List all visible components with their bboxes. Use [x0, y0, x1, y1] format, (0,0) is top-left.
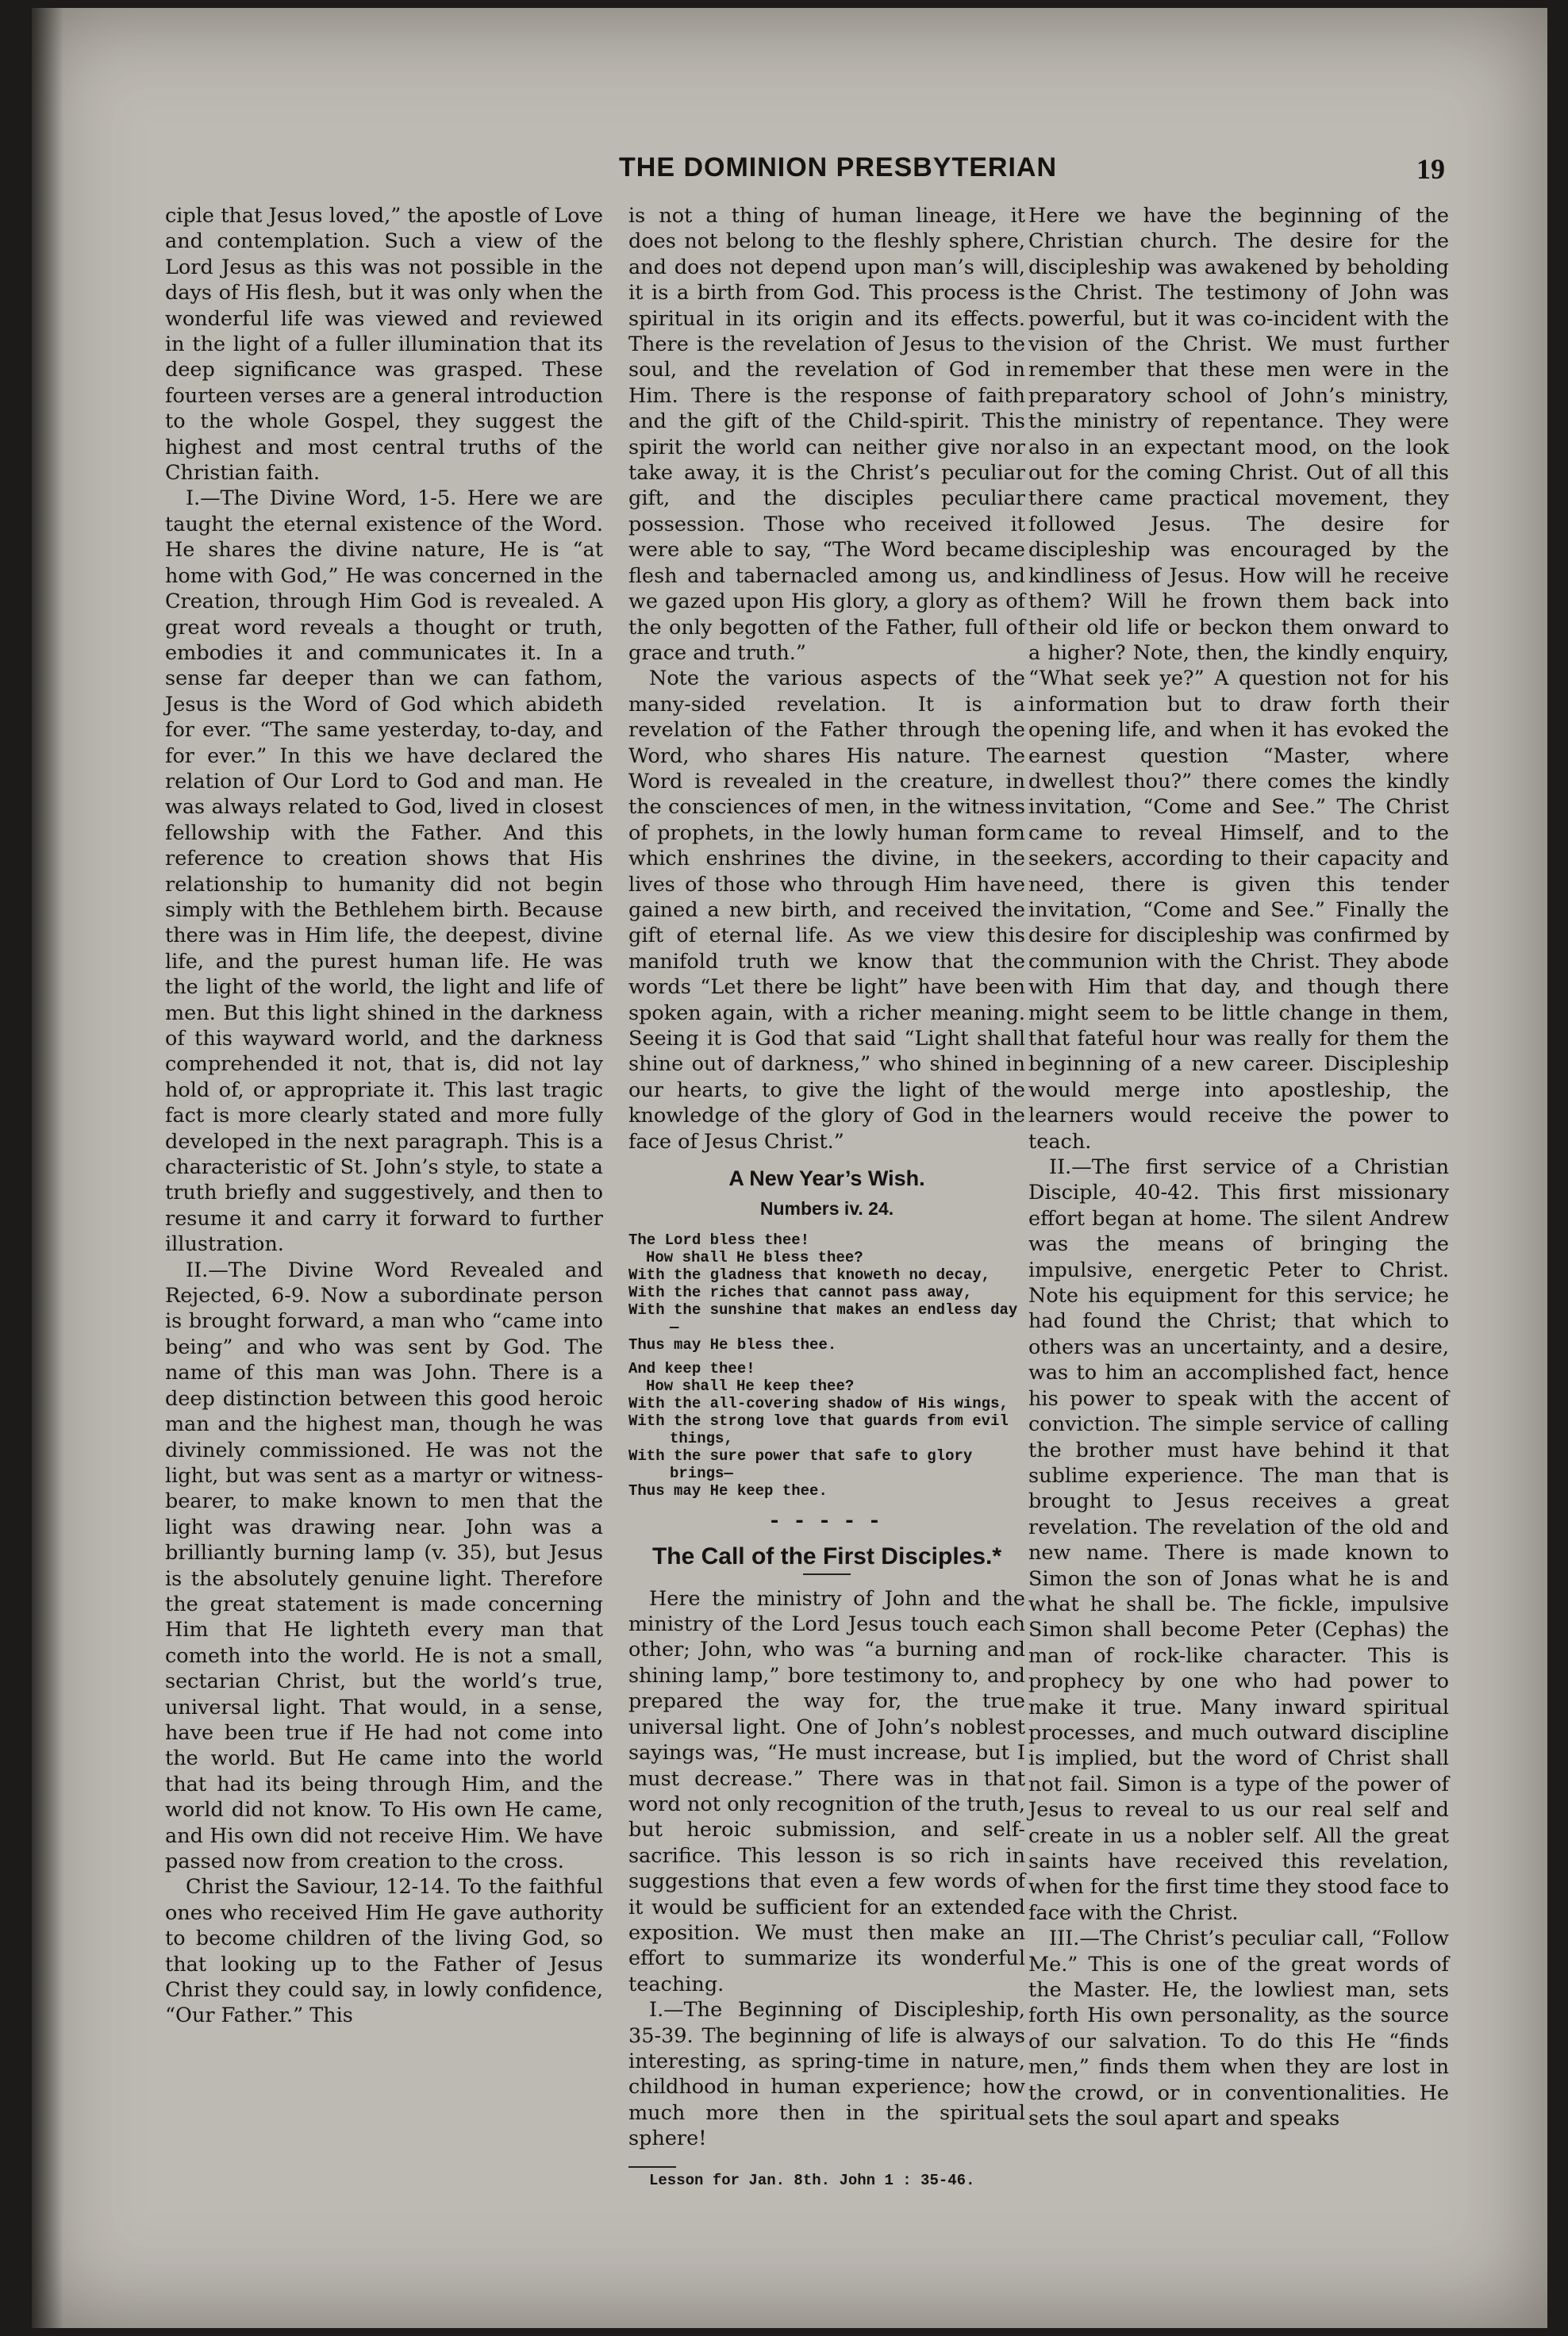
poem-stanza-1	[628, 1231, 1025, 1354]
paragraph: Here we have the beginning of the Christian church. The desire for the discipleship was awakened by beholding the Christ. The testimony of John was powerful, but it was co-incident with the vision of the Christ. We must further remember that these men were in the preparatory school of John’s ministry, the ministry of repentance. They were also in an expectant mood, on the look out for the coming Christ. Out of all this there came practical movement, they followed Jesus. The desire for discipleship was encouraged by the kindliness of Jesus. How will he receive them? Will he frown them back into their old life or beckon them onward to a higher? Note, then, the kindly enquiry, “What seek ye?” A question not for his information but to draw forth their opening life, and when it has evoked the earnest question “Master, where dwellest thou?” there comes the kindly invitation, “Come and See.” The Christ came to reveal Himself, and to the seekers, according to their capacity and need, there is given this tender invitation, “Come and See.” Finally the desire for discipleship was confirmed by communion with the Christ. They abode with Him that day, and though there might seem to be little change in them, that fateful hour was really for them the beginning of a new career. Discipleship would merge into apostleship, the learners would receive the power to teach.	[1028, 204, 1449, 1154]
paragraph: II.—The Divine Word Revealed and Rejected, 6-9. Now a subordinate person is brought forward, a man who “came into being” and who was sent by God. The name of this man was John. There is a deep distinction between this good heroic man and the highest man, though he was divinely commissioned. He was not the light, but was sent as a martyr or witness-bearer, to make known to men that the light was drawing near. John was a brilliantly burning lamp (v. 35), but Jesus is the absolutely genuine light. Therefore the great statement is made concerning Him that He lighteth every man that cometh into the world. He is not a small, sectarian Christ, but the world’s true, universal light. That would, in a sense, have been true if He had not come into the world. But He came into the world that had its being through Him, and the world did not know. To His own He came, and His own did not receive Him. We have passed now from creation to the cross.	[165, 1258, 603, 1873]
middle-column	[628, 203, 1025, 2193]
poem-line: With the gladness that knoweth no decay,	[628, 1266, 991, 1284]
poem-line: Thus may He bless thee.	[628, 1335, 837, 1354]
poem-stanza-2	[628, 1360, 1025, 1500]
paragraph: I.—The Divine Word, 1-5. Here we are taught the eternal existence of the Word. He shares the divine nature, He is “at home with God,” He was concerned in the Creation, through Him God is revealed. A great word reveals a thought or truth, embodies it and communicates it. In a sense far deeper than we can fathom, Jesus is the Word of God which abideth for ever. “The same yesterday, to-day, and for ever.” In this we have declared the relation of Our Lord to God and man. He was always related to God, lived in closest fellowship with the Father. And this reference to creation shows that His relationship to humanity did not begin simply with the Bethlehem birth. Because there was in Him life, the deepest, divine life, and the purest human life. He was the light of the world, the light and life of men. But this light shined in the darkness of this wayward world, and the darkness comprehended it not, that is, did not lay hold of, or appropriate it. This last tragic fact is more clearly stated and more fully developed in the next paragraph. This is a characteristic of St. John’s style, to state a truth briefly and suggestively, and then to resume it and carry it forward to further illustration.	[165, 486, 603, 1257]
left-column	[165, 203, 603, 2029]
footnote: Lesson for Jan. 8th. John 1 : 35-46.	[649, 2171, 975, 2189]
article-title: The Call of the First Disciples.*	[651, 1543, 1002, 1570]
paragraph: Christ the Saviour, 12-14. To the faithful ones who received Him He gave authority to become children of the living God, so that looking up to the Father of Jesus Christ they could say, in lowly confidence, “Our Father.” This	[165, 1875, 603, 2028]
paragraph: ciple that Jesus loved,” the apostle of Love and contemplation. Such a view of the Lord Jesus as this was not possible in the days of His flesh, but it was only when the wonderful life was viewed and reviewed in the light of a fuller illumination that its deep significance was grasped. These fourteen verses are a general introduction to the whole Gospel, they suggest the highest and most central truths of the Christian faith.	[165, 204, 603, 486]
poem-line: With the all-covering shadow of His wings,	[628, 1394, 1009, 1412]
poem-line: With the riches that cannot pass away,	[628, 1283, 973, 1301]
poem-line: The Lord bless thee!	[628, 1231, 810, 1249]
poem-line: With the strong love that guards from evil things,	[628, 1412, 1009, 1447]
page-number: 19	[1416, 153, 1445, 185]
paragraph: Note the various aspects of the many-sided revelation. It is a revelation of the Father through the Word, who shares His nature. The Word is revealed in the creature, in the consciences of men, in the witness of prophets, in the lowly human form which enshrines the divine, in the lives of those who through Him have gained a new birth, and received the gift of eternal life. As we view this manifold truth we know that the words “Let there be light” have been spoken again, with a richer meaning. Seeing it is God that said “Light shall shine out of darkness,” who shined in our hearts, to give the light of the knowledge of the glory of God in the face of Jesus Christ.”	[628, 667, 1025, 1154]
newspaper-page	[32, 8, 1547, 2328]
poem-reference: Numbers iv. 24.	[759, 1198, 894, 1220]
paragraph: is not a thing of human lineage, it does not belong to the fleshly sphere, and does not depend upon man’s will, it is a birth from God. This process is spiritual in its origin and its effects. There is the revelation of Jesus to the soul, and the revelation of God in Him. There is the response of faith and the gift of the Child-spirit. This spirit the world can neither give nor take away, it is the Christ’s peculiar gift, and the disciples peculiar possession. Those who received it were able to say, “The Word became flesh and tabernacled among us, and we gazed upon His glory, a glory as of the only begotten of the Father, full of grace and truth.”	[628, 204, 1025, 665]
paragraph: I.—The Beginning of Discipleship, 35-39. The beginning of life is always interesting, as spring-time in nature, childhood in human experience; how much more then in the spiritual sphere!	[628, 1998, 1025, 2151]
poem-line: With the sure power that safe to glory brings—	[628, 1447, 973, 1482]
paragraph: III.—The Christ’s peculiar call, “Follow Me.” This is one of the great words of the Master. He, the lowliest man, sets forth His own personality, as the source of our salvation. To do this He “finds men,” finds them when they are lost in the crowd, or in conventionalities. He sets the soul apart and speaks	[1028, 1927, 1449, 2131]
paragraph: Here the ministry of John and the ministry of the Lord Jesus touch each other; John, who was “a burning and shining lamp,” bore testimony to, and prepared the way for, the true universal light. One of John’s noblest sayings was, “He must increase, but I must decrease.” There was in that word not only recognition of the truth, but heroic submission, and self-sacrifice. This lesson is so rich in suggestions that even a few words of it would be sufficient for an extended exposition. We must then make an effort to summarize its wonderful teaching.	[628, 1586, 1025, 1996]
poem-line: How shall He bless thee?	[646, 1248, 863, 1266]
paragraph: II.—The first service of a Christian Disciple, 40-42. This first missionary effort began at home. The silent Andrew was the means of bringing the impulsive, energetic Peter to Christ. Note his equipment for this service; he had found the Christ; that which to others was an uncertainty, and a desire, was to him an accomplished fact, hence his power to speak with the accent of conviction. The simple service of calling the brother must have behind it that sublime experience. The man that is brought to Jesus receives a great revelation. The revelation of the old and new name. There is made known to Simon the son of Jonas what he is and what he shall be. The fickle, impulsive Simon shall become Peter (Cephas) the man of rock-like character. This is prophecy by one who had power to make it true. Many inward spiritual processes, and much outward discipline is implied, but the word of Christ shall not fail. Simon is a type of the power of Jesus to reveal to us our real self and create in us a nobler self. All the great saints have received this revelation, when for the first time they stood face to face with the Christ.	[1028, 1155, 1449, 1925]
right-column	[1028, 203, 1449, 2131]
divider: - - - - -	[770, 1508, 884, 1532]
poem-line: And keep thee!	[628, 1359, 755, 1377]
poem-line: How shall He keep thee?	[646, 1377, 855, 1395]
poem-title: A New Year’s Wish.	[728, 1166, 925, 1191]
title-rule	[803, 1573, 851, 1575]
poem-line: Thus may He keep thee.	[628, 1481, 828, 1500]
poem-line: With the sunshine that makes an endless day—	[628, 1301, 1018, 1336]
page-header: THE DOMINION PRESBYTERIAN	[619, 152, 1058, 182]
